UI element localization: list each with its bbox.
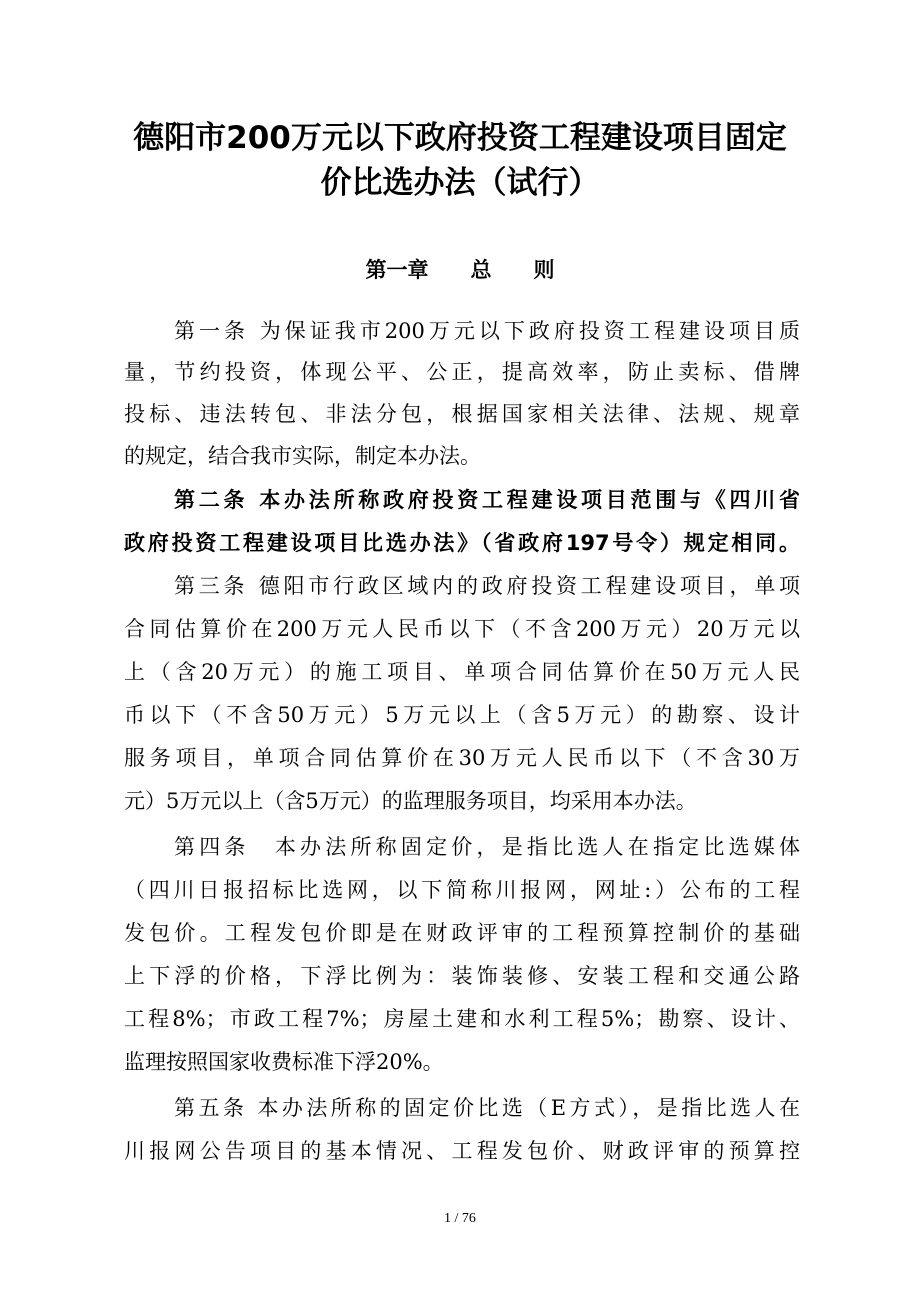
- article-5-line: 川报网公告项目的基本情况、工程发包价、财政评审的预算控: [124, 1139, 800, 1163]
- article-4-line: 上下浮的价格，下浮比例为：装饰装修、安装工程和交通公路: [124, 964, 800, 988]
- article-4-line: 第四条 本办法所称固定价，是指比选人在指定比选媒体: [174, 835, 800, 859]
- article-3-line: 合同估算价在200万元人民币以下（不含200万元）20万元以: [124, 617, 800, 641]
- article-1-line: 第一条 为保证我市200万元以下政府投资工程建设项目质: [174, 319, 800, 343]
- article-3-line: 上（含20万元）的施工项目、单项合同估算价在50万元人民: [124, 660, 800, 684]
- document-title-line-1: 德阳市200万元以下政府投资工程建设项目固定: [133, 120, 787, 156]
- article-3-line: 服务项目，单项合同估算价在30万元人民币以下（不含30万: [124, 746, 800, 770]
- article-2-line: 第二条 本办法所称政府投资工程建设项目范围与《四川省: [174, 488, 800, 512]
- article-5-line: 第五条 本办法所称的固定价比选（E方式），是指比选人在: [174, 1096, 800, 1120]
- article-4-line: 监理按照国家收费标准下浮20%。: [124, 1050, 444, 1074]
- page-number: 1 / 76: [444, 1211, 476, 1226]
- article-4-line: （四川日报招标比选网，以下简称川报网，网址:）公布的工程: [124, 878, 800, 902]
- article-1-line: 量，节约投资，体现公平、公正，提高效率，防止卖标、借牌: [124, 360, 800, 384]
- article-2-line: 政府投资工程建设项目比选办法》（省政府197号令）规定相同。: [124, 531, 800, 555]
- article-1-line: 投标、违法转包、非法分包，根据国家相关法律、法规、规章: [124, 402, 800, 426]
- document-title-line-2: 价比选办法（试行）: [320, 165, 600, 201]
- article-4-line: 发包价。工程发包价即是在财政评审的工程预算控制价的基础: [124, 921, 800, 945]
- article-4-line: 工程8%；市政工程7%；房屋土建和水利工程5%；勘察、设计、: [124, 1007, 800, 1031]
- chapter-heading: 第一章 总 则: [365, 258, 555, 282]
- article-3-line: 币以下（不含50万元）5万元以上（含5万元）的勘察、设计: [124, 703, 800, 727]
- article-3-line: 第三条 德阳市行政区域内的政府投资工程建设项目，单项: [174, 574, 800, 598]
- article-1-line: 的规定，结合我市实际，制定本办法。: [124, 444, 481, 468]
- article-3-line: 元）5万元以上（含5万元）的监理服务项目，均采用本办法。: [124, 789, 697, 813]
